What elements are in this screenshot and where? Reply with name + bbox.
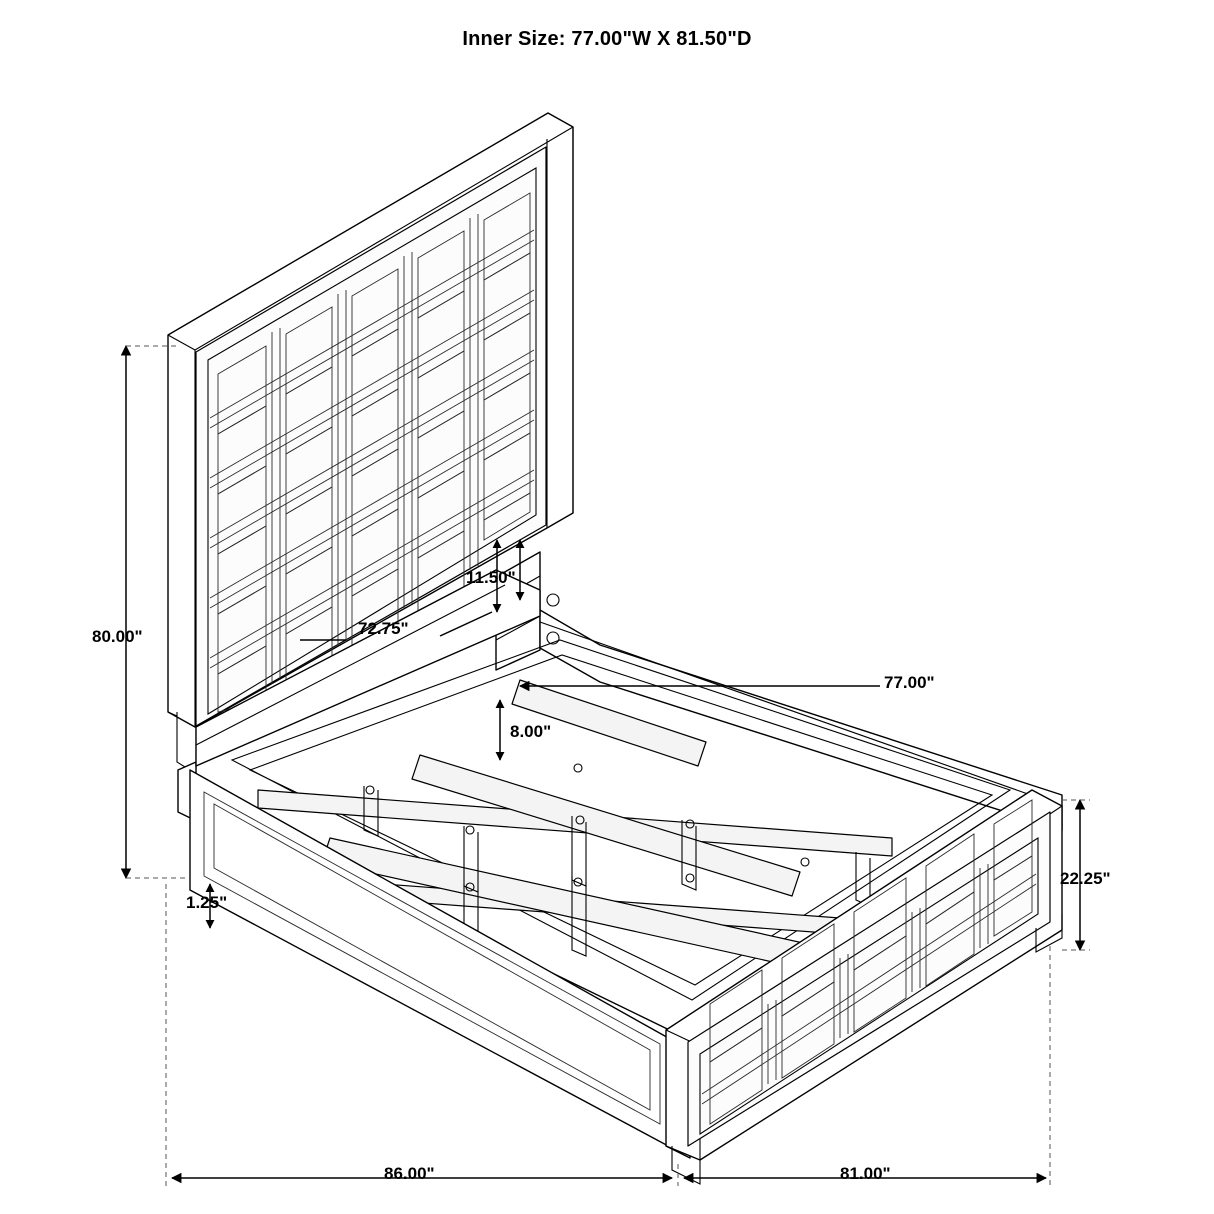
dim-label-overall-width: 81.00" [840, 1164, 891, 1183]
dim-label-headboard-inner-width: 72.75" [358, 619, 409, 638]
dim-label-rail-bottom-clearance: 1.25" [186, 893, 228, 912]
dim-label-headboard-height: 80.00" [92, 627, 143, 646]
dim-label-footboard-height: 22.25" [1060, 869, 1111, 888]
dim-label-slat-clearance-height: 8.00" [510, 722, 552, 741]
dim-label-headboard-to-rail-drop: 11.50" [466, 568, 516, 587]
page-title: Inner Size: 77.00"W X 81.50"D [462, 28, 752, 50]
dim-label-mattress-support-width: 77.00" [884, 673, 935, 692]
dim-label-overall-length: 86.00" [384, 1164, 435, 1183]
